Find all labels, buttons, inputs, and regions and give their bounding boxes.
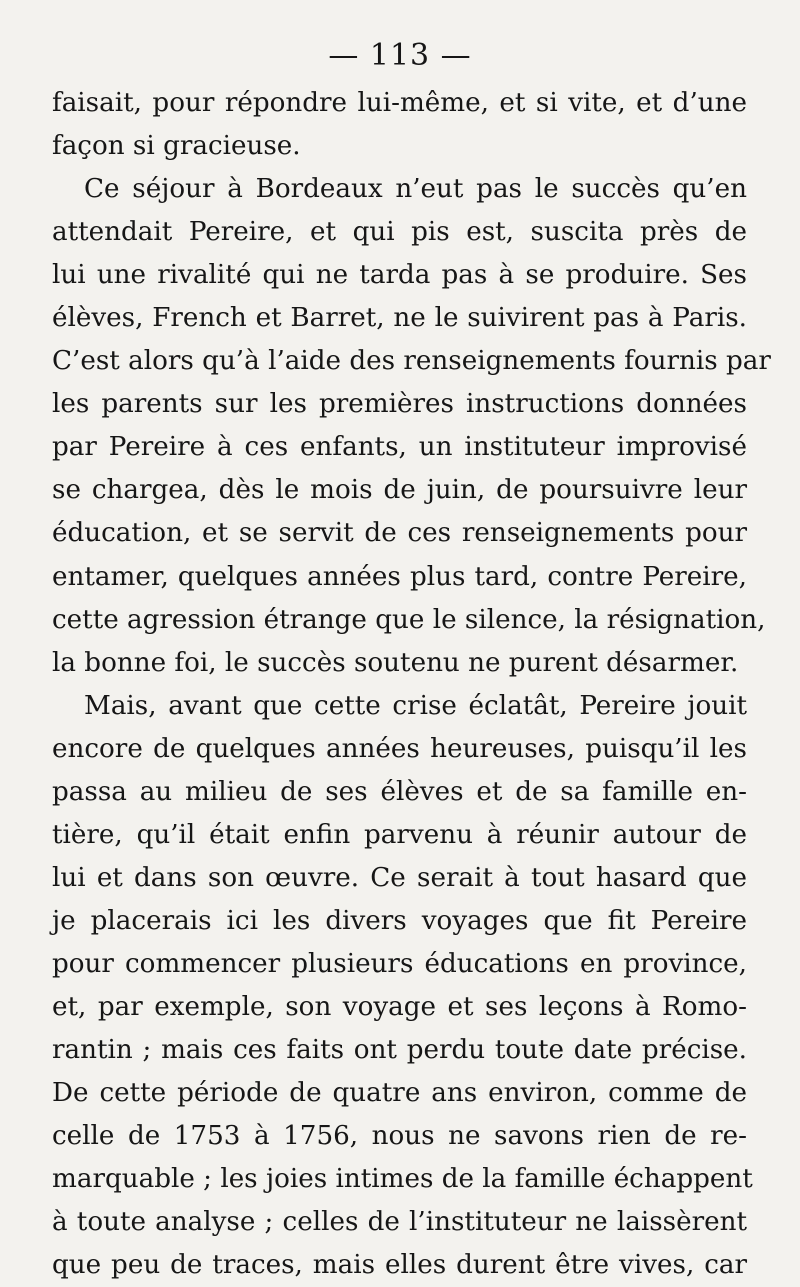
text-line: et, par exemple, son voyage et ses leçons à Romo-: [52, 991, 747, 1022]
text-line: je placerais ici les divers voyages que fit Pereire: [52, 905, 747, 936]
text-line: encore de quelques années heureuses, puisqu’il les: [52, 733, 747, 764]
text-line: rantin ; mais ces faits ont perdu toute date précise.: [52, 1035, 747, 1066]
text-line: attendait Pereire, et qui pis est, suscita près de: [52, 217, 747, 248]
text-line: passa au milieu de ses élèves et de sa famille en-: [52, 776, 747, 807]
text-line: tière, qu’il était enfin parvenu à réunir autour de: [52, 819, 747, 850]
text-line: la bonne foi, le succès soutenu ne purent désarmer.: [52, 647, 739, 678]
text-line: entamer, quelques années plus tard, contre Pereire,: [52, 561, 747, 592]
text-line: marquable ; les joies intimes de la famille échappent: [52, 1164, 753, 1195]
text-line: que peu de traces, mais elles durent être vives, car: [52, 1250, 747, 1281]
text-line: se chargea, dès le mois de juin, de poursuivre leur: [52, 475, 747, 506]
text-line: Ce séjour à Bordeaux n’eut pas le succès qu’en: [84, 174, 747, 205]
text-line: cette agression étrange que le silence, la résignation,: [52, 604, 766, 635]
text-line: De cette période de quatre ans environ, comme de: [52, 1078, 747, 1109]
text-line: par Pereire à ces enfants, un instituteur improvisé: [52, 432, 747, 463]
text-line: Mais, avant que cette crise éclatât, Pereire jouit: [84, 690, 747, 721]
text-line: façon si gracieuse.: [52, 131, 301, 162]
text-line: celle de 1753 à 1756, nous ne savons rien de re-: [52, 1121, 747, 1152]
text-line: faisait, pour répondre lui-même, et si vite, et d’une: [52, 88, 747, 118]
text-line: C’est alors qu’à l’aide des renseignements fournis par: [52, 346, 771, 377]
text-line: lui et dans son œuvre. Ce serait à tout hasard que: [52, 862, 747, 893]
page-number: — 113 —: [328, 38, 472, 73]
body-text: [52, 82, 771, 1287]
text-line: pour commencer plusieurs éducations en province,: [52, 948, 747, 979]
text-line: éducation, et se servit de ces renseignements pour: [52, 518, 747, 549]
text-line: les parents sur les premières instructions données: [52, 389, 747, 420]
text-line: élèves, French et Barret, ne le suivirent pas à Paris.: [52, 303, 747, 334]
text-line: lui une rivalité qui ne tarda pas à se produire. Ses: [52, 260, 747, 291]
text-line: à toute analyse ; celles de l’instituteur ne laissèrent: [52, 1207, 747, 1238]
